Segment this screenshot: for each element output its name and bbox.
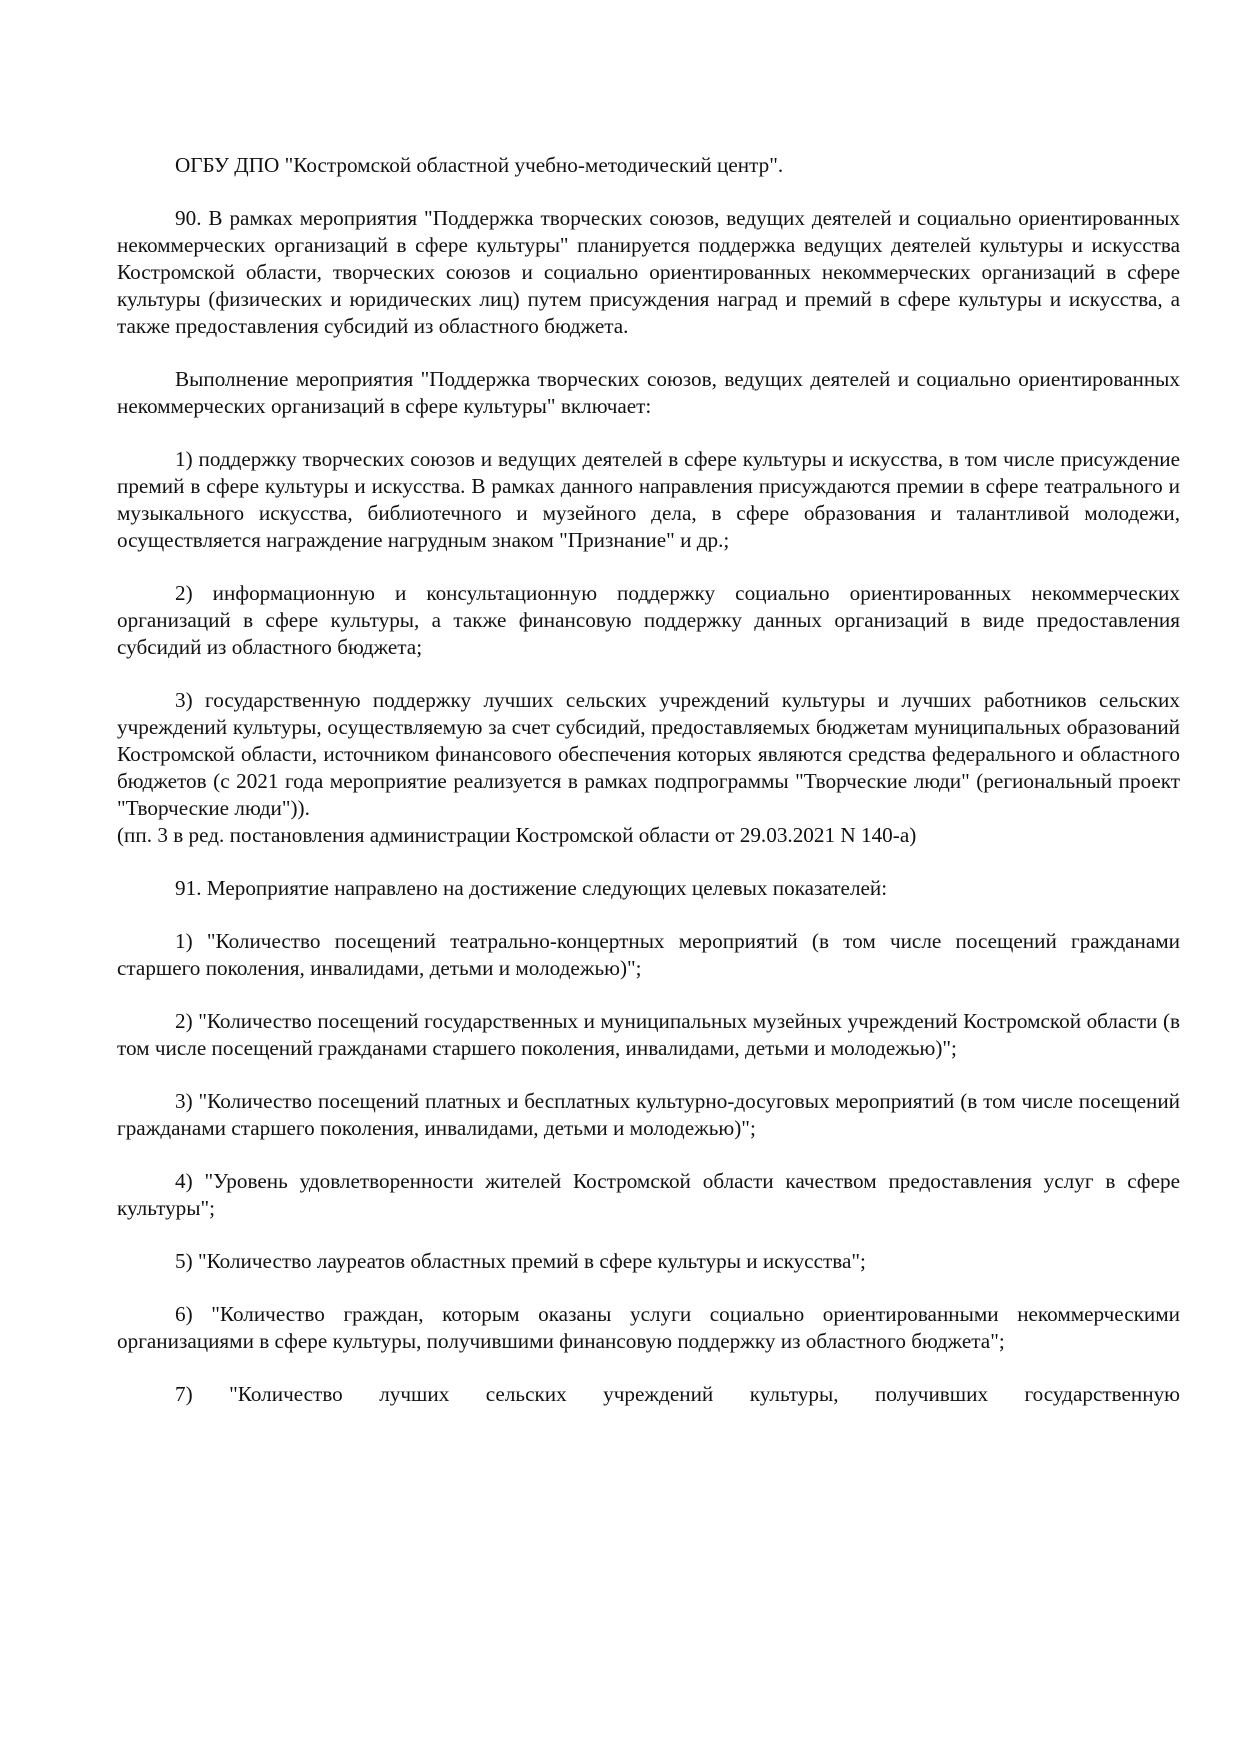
indicator-5: 5) "Количество лауреатов областных премий в сфере культуры и искусства"; <box>175 1249 866 1273</box>
paragraph-item-90: 90. В рамках мероприятия "Поддержка творческих союзов, ведущих деятелей и социально ориентированных некоммерческих организаций в сфере культуры" планируется поддержка ведущих деятелей культуры и искусства Костромской области, творческих союзов и социально ориентированных некоммерческих организаций в сфере культуры (физических и юридических лиц) путем присуждения наград и премий в сфере культуры и искусства, а также предоставления субсидий из областного бюджета. <box>117 206 1180 338</box>
indicator-7: 7) "Количество лучших сельских учреждений культуры, получивших государственную <box>175 1382 1180 1406</box>
indicator-1: 1) "Количество посещений театрально-концертных мероприятий (в том числе посещений гражданами старшего поколения, инвалидами, детьми и молодежью)"; <box>117 929 1180 980</box>
paragraph-subitem-3: 3) государственную поддержку лучших сельских учреждений культуры и лучших работников сельских учреждений культуры, осуществляемую за счет субсидий, предоставляемых бюджетам муниципальных образований Костромской области, источником финансового обеспечения которых являются средства федерального и областного бюджетов (с 2021 года мероприятие реализуется в рамках подпрограммы "Творческие люди" (региональный проект "Творческие люди")). <box>117 688 1180 820</box>
indicator-4: 4) "Уровень удовлетворенности жителей Костромской области качеством предоставления услуг в сфере культуры"; <box>117 1169 1180 1220</box>
indicator-3: 3) "Количество посещений платных и бесплатных культурно-досуговых мероприятий (в том числе посещений гражданами старшего поколения, инвалидами, детьми и молодежью)"; <box>117 1089 1180 1140</box>
paragraph-institution-name: ОГБУ ДПО "Костромской областной учебно-методический центр". <box>175 153 784 177</box>
paragraph-subitem-1: 1) поддержку творческих союзов и ведущих деятелей в сфере культуры и искусства, в том числе присуждение премий в сфере культуры и искусства. В рамках данного направления присуждаются премии в сфере театрального и музыкального искусства, библиотечного и музейного дела, в сфере образования и талантливой молодежи, осуществляется награждение нагрудным знаком "Признание" и др.; <box>117 447 1180 552</box>
amendment-note: (пп. 3 в ред. постановления администрации Костромской области от 29.03.2021 N 140-а) <box>117 823 917 847</box>
paragraph-item-91: 91. Мероприятие направлено на достижение следующих целевых показателей: <box>175 876 888 900</box>
indicator-2: 2) "Количество посещений государственных и муниципальных музейных учреждений Костромской области (в том числе посещений гражданами старшего поколения, инвалидами, детьми и молодежью)"; <box>117 1009 1180 1060</box>
paragraph-subitem-2: 2) информационную и консультационную поддержку социально ориентированных некоммерческих организаций в сфере культуры, а также финансовую поддержку данных организаций в виде предоставления субсидий из областного бюджета; <box>117 581 1180 659</box>
document-page <box>117 152 1180 1434</box>
paragraph-activity-includes: Выполнение мероприятия "Поддержка творческих союзов, ведущих деятелей и социально ориентированных некоммерческих организаций в сфере культуры" включает: <box>117 367 1180 418</box>
indicator-6: 6) "Количество граждан, которым оказаны услуги социально ориентированными некоммерческими организациями в сфере культуры, получившими финансовую поддержку из областного бюджета"; <box>117 1302 1180 1353</box>
